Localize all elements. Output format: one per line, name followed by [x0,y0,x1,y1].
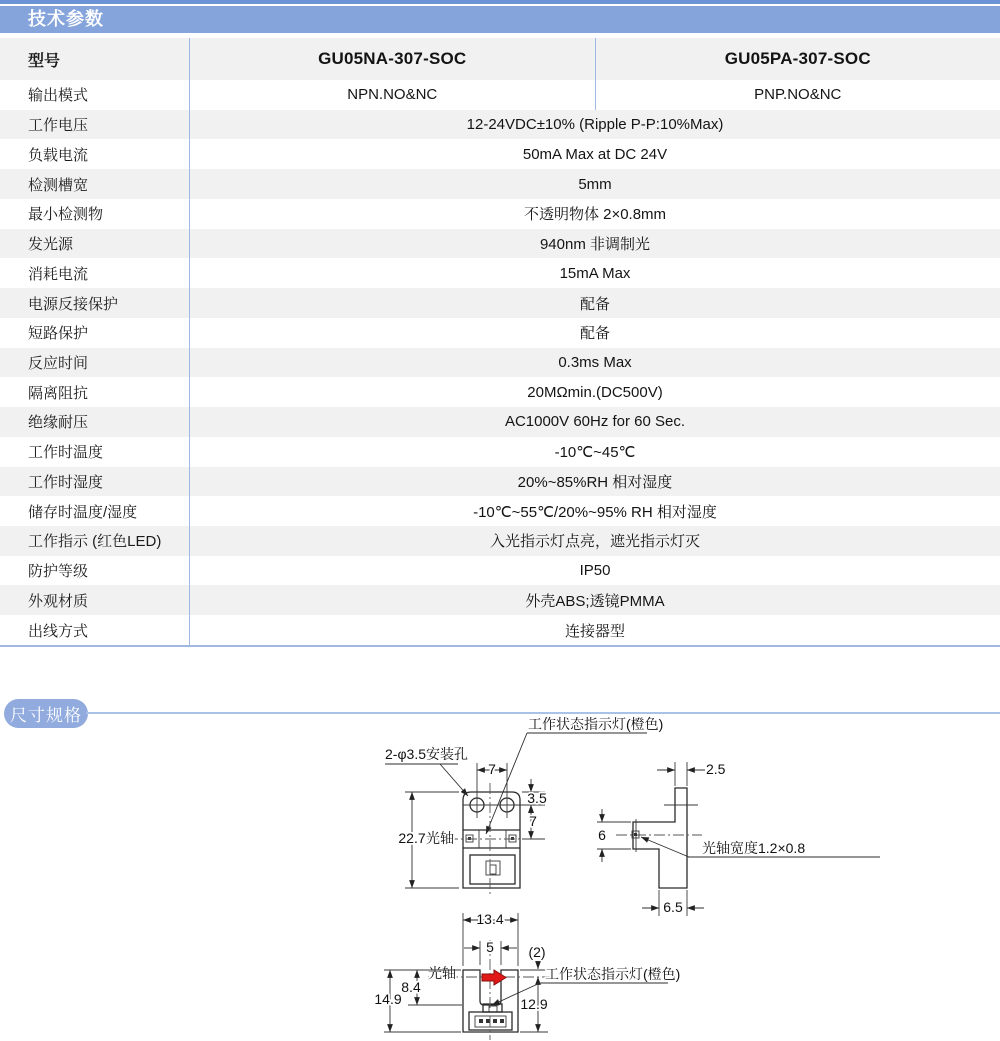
tech-params-title: 技术参数 [28,9,104,29]
row-value: AC1000V 60Hz for 60 Sec. [504,413,686,431]
table-row [0,467,1000,497]
model-header-row [0,38,1000,80]
aperture-size-label: 光轴宽度1.2×0.8 [702,840,806,856]
row-label: 工作时温度 [0,437,190,467]
table-row [0,199,1000,229]
table-row [0,318,1000,348]
dim-slot-width: 5 [486,939,494,955]
dim-hole-to-axis: 7 [529,813,537,829]
row-value: NPN.NO&NC [190,80,596,110]
row-value: 入光指示灯点亮，遮光指示灯灭 [489,533,700,551]
optical-axis-arrow-icon [482,970,506,985]
row-label: 隔离阻抗 [0,377,190,407]
row-label: 输出模式 [0,80,190,110]
dim-ref-2: (2) [528,944,546,960]
row-value: 20MΩmin.(DC500V) [527,383,663,401]
row-value: 5mm [578,175,612,193]
front-indicator-label: 工作状态指示灯(橙色) [528,716,664,732]
table-row [0,437,1000,467]
table-row [0,556,1000,586]
row-label: 最小检测物 [0,199,190,229]
table-row [0,377,1000,407]
row-value: 连接器型 [564,622,625,640]
table-row [0,229,1000,259]
row-value: -10℃~45℃ [554,443,636,461]
model-name-b: GU05PA-307-SOC [724,49,871,68]
side-view [597,761,880,916]
row-label: 电源反接保护 [0,288,190,318]
front-connector-recess [470,855,515,884]
row-value: 20%~85%RH 相对湿度 [517,473,673,491]
model-column-label: 型号 [0,38,190,80]
top-indicator-label: 工作状态指示灯(橙色) [545,966,681,982]
table-row [0,258,1000,288]
row-value: 外壳ABS;透镜PMMA [525,592,665,610]
model-name-a: GU05NA-307-SOC [190,38,596,80]
row-label: 短路保护 [0,318,190,348]
table-row [0,139,1000,169]
top-axis-label: 光轴 [428,965,456,981]
row-value: 15mA Max [559,264,631,282]
row-value: -10℃~55℃/20%~95% RH 相对湿度 [473,503,717,521]
dim-side-bottom-width: 6.5 [663,899,683,915]
row-label: 防护等级 [0,556,190,586]
row-label: 消耗电流 [0,258,190,288]
table-row [0,585,1000,615]
dimensions-title: 尺寸规格 [10,706,82,725]
dimensions-header-rule [86,712,1000,714]
dim-hole-pitch: 7 [488,761,496,777]
row-label: 出线方式 [0,615,190,645]
table-row [0,169,1000,199]
row-value: 配备 [579,325,610,343]
spec-table [0,38,1000,647]
dim-side-top-width: 2.5 [706,761,726,777]
spec-rows [0,80,1000,645]
table-row [0,526,1000,556]
table-row [0,615,1000,645]
row-label: 工作指示 (红色LED) [0,526,190,556]
top-view [374,911,680,1040]
row-label: 检测槽宽 [0,169,190,199]
front-axis-label: 光轴 [426,830,454,846]
top-accent-bar [0,0,1000,4]
dim-axis-to-bottom: 12.9 [520,996,548,1012]
front-view [385,716,663,896]
dim-top-height: 14.9 [374,991,402,1007]
dim-side-arm-height: 6 [598,827,606,843]
dimension-drawings [0,715,1000,1041]
row-label: 绝缘耐压 [0,407,190,437]
table-row [0,80,1000,110]
row-label: 负载电流 [0,139,190,169]
table-row [0,288,1000,318]
row-value: 0.3ms Max [558,353,632,371]
tech-params-header [0,6,1000,33]
row-value: IP50 [579,562,611,580]
row-label: 反应时间 [0,348,190,378]
table-row [0,496,1000,526]
row-value: 12-24VDC±10% (Ripple P-P:10%Max) [466,116,724,134]
row-label: 发光源 [0,229,190,259]
row-value: 940nm 非调制光 [539,236,651,254]
row-label: 储存时温度/湿度 [0,496,190,526]
row-value: PNP.NO&NC [754,86,842,104]
table-row [0,110,1000,140]
row-label: 工作电压 [0,110,190,140]
table-row [0,348,1000,378]
row-value: 配备 [579,295,610,313]
dim-top-width: 13.4 [476,911,504,927]
mount-hole-label: 2-φ3.5安装孔 [385,746,468,762]
row-value: 不透明物体 2×0.8mm [523,206,667,224]
dim-slot-depth: 8.4 [401,979,421,995]
side-body-outline [633,788,687,888]
row-label: 工作时湿度 [0,467,190,497]
row-value: 50mA Max at DC 24V [522,145,668,163]
row-label: 外观材质 [0,585,190,615]
dim-top-to-hole: 3.5 [527,790,547,806]
dim-front-height: 22.7 [398,830,426,846]
table-row [0,407,1000,437]
